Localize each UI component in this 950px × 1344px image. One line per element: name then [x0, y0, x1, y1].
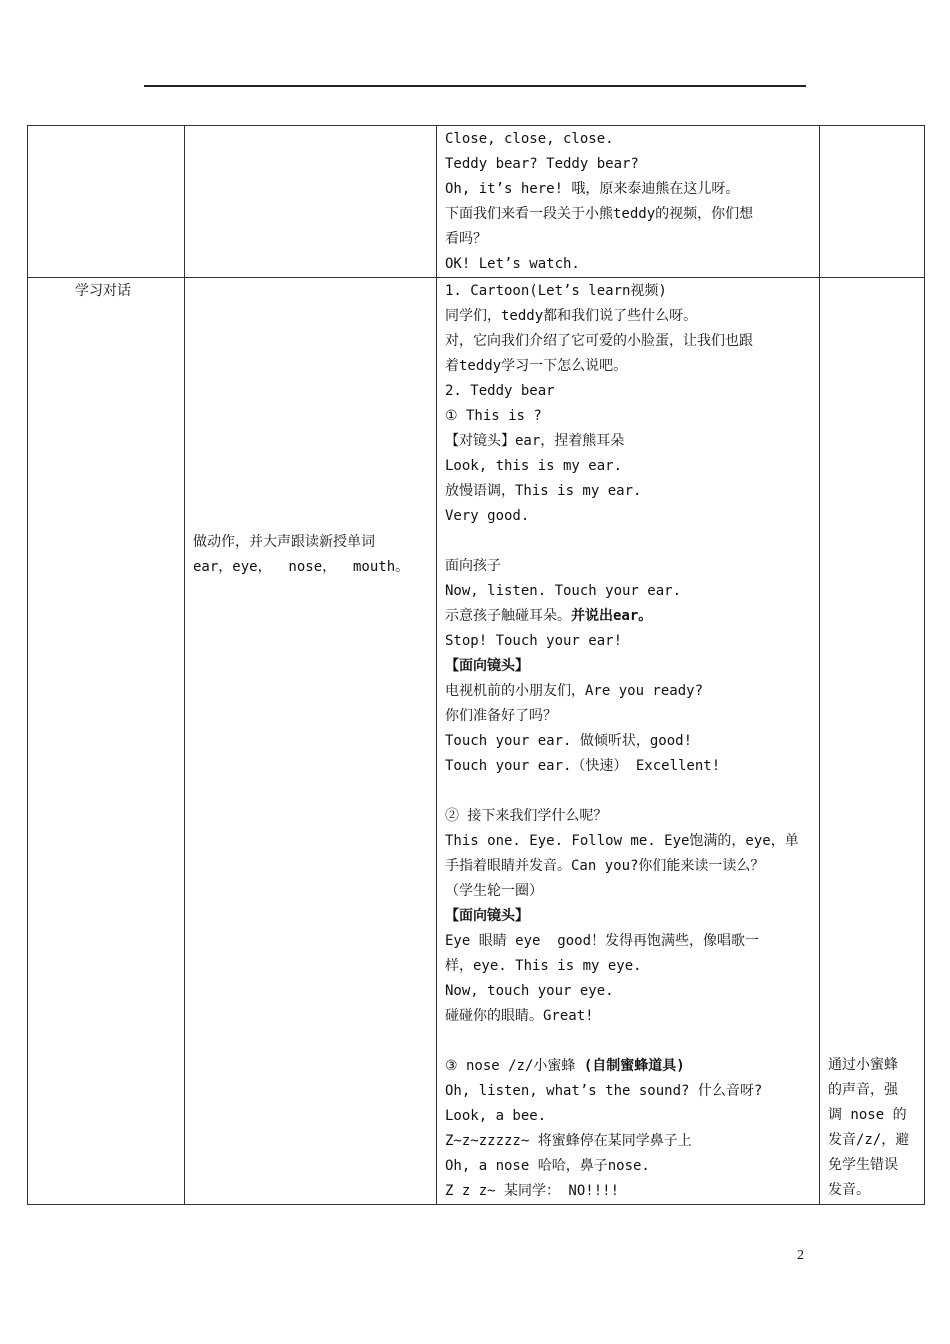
student-activity-cell [185, 126, 437, 278]
design-note-cell [820, 126, 925, 278]
text-line: Look, a bee. [445, 1108, 547, 1124]
text-span: ③ nose /z/小蜜蜂 [445, 1058, 576, 1074]
text-line: Touch your ear.（快速） Excellent! [445, 758, 721, 774]
blank-line [445, 779, 815, 804]
text-line: 面向孩子 [445, 558, 501, 574]
text-line: 看吗？ [445, 231, 487, 247]
teacher-activity-cell [437, 126, 820, 278]
text-line: Z~z~zzzzz~ 将蜜蜂停在某同学鼻子上 [445, 1133, 692, 1149]
text-line: Look, this is my ear. [445, 458, 623, 474]
text-line: Now, touch your eye. [445, 983, 614, 999]
text-line [445, 1054, 815, 1079]
blank-line [445, 1029, 815, 1054]
lesson-plan-table [27, 125, 925, 1205]
teacher-activity-cell [437, 278, 820, 1205]
text-line: 免学生错误 [828, 1157, 898, 1173]
page-number: 2 [797, 1248, 804, 1263]
text-line: （学生轮一圈） [445, 883, 543, 899]
text-line: OK! Let’s watch. [445, 256, 580, 272]
text-line: Z z z~ 某同学： NO!!!! [445, 1183, 620, 1199]
header-rule [144, 85, 806, 87]
text-line: 发音。 [828, 1182, 870, 1198]
text-line: Oh, a nose 哈哈，鼻子nose. [445, 1158, 650, 1174]
stage-cell [28, 278, 185, 1205]
text-line: Eye 眼睛 eye good！发得再饱满些，像唱歌一 [445, 933, 760, 949]
text-line: 电视机前的小朋友们，Are you ready? [445, 683, 704, 699]
text-line: 1. Cartoon(Let’s learn视频) [445, 283, 667, 299]
text-line: 【面向镜头】 [445, 908, 529, 924]
text-line: 同学们，teddy都和我们说了些什么呀。 [445, 308, 698, 324]
text-line: Oh, listen, what’s the sound? 什么音呀? [445, 1083, 763, 1099]
stage-label: 学习对话 [75, 283, 131, 299]
blank-line [445, 529, 815, 554]
text-line: Close, close, close. [445, 131, 614, 147]
text-line: 2. Teddy bear [445, 383, 555, 399]
text-line: 的声音，强 [828, 1082, 898, 1098]
text-span: 示意孩子触碰耳朵。 [445, 608, 571, 624]
text-line: This one. Eye. Follow me. Eye饱满的，eye，单 [445, 833, 799, 849]
text-line: Very good. [445, 508, 530, 524]
design-note-cell [820, 278, 925, 1205]
text-line: 碰碰你的眼睛。Great! [445, 1008, 594, 1024]
text-line: 对，它向我们介绍了它可爱的小脸蛋，让我们也跟 [445, 333, 753, 349]
bold-text: (自制蜜蜂道具) [583, 1058, 685, 1074]
table-row [28, 278, 925, 1205]
text-line: 通过小蜜蜂 [828, 1057, 898, 1073]
stage-cell [28, 126, 185, 278]
text-line: ear，eye， nose， mouth。 [193, 559, 410, 575]
text-line: 你们准备好了吗？ [445, 708, 557, 724]
text-line: 调 nose 的 [828, 1107, 907, 1123]
text-line: 【对镜头】ear，捏着熊耳朵 [445, 433, 625, 449]
text-line: Now, listen. Touch your ear. [445, 583, 682, 599]
text-line: Touch your ear. 做倾听状，good! [445, 733, 693, 749]
text-line: Oh, it’s here! 哦，原来泰迪熊在这儿呀。 [445, 181, 740, 197]
bold-text: 并说出ear。 [571, 608, 653, 624]
text-line: 样，eye. This is my eye. [445, 958, 642, 974]
text-line: 做动作，并大声跟读新授单词 [193, 534, 375, 550]
text-line: 【面向镜头】 [445, 658, 529, 674]
text-line: ① This is ? [445, 408, 542, 424]
text-line: ② 接下来我们学什么呢？ [445, 808, 608, 824]
text-line: Stop! Touch your ear! [445, 633, 623, 649]
text-line: 放慢语调，This is my ear. [445, 483, 642, 499]
text-line: 发音/z/，避 [828, 1132, 910, 1148]
text-line: 着teddy学习一下怎么说吧。 [445, 358, 628, 374]
table-row [28, 126, 925, 278]
text-line: Teddy bear? Teddy bear? [445, 156, 639, 172]
text-line: 手指着眼睛并发音。Can you?你们能来读一读么？ [445, 858, 765, 874]
text-line: 下面我们来看一段关于小熊teddy的视频，你们想 [445, 206, 754, 222]
text-line [445, 604, 815, 629]
student-activity-cell [185, 278, 437, 1205]
